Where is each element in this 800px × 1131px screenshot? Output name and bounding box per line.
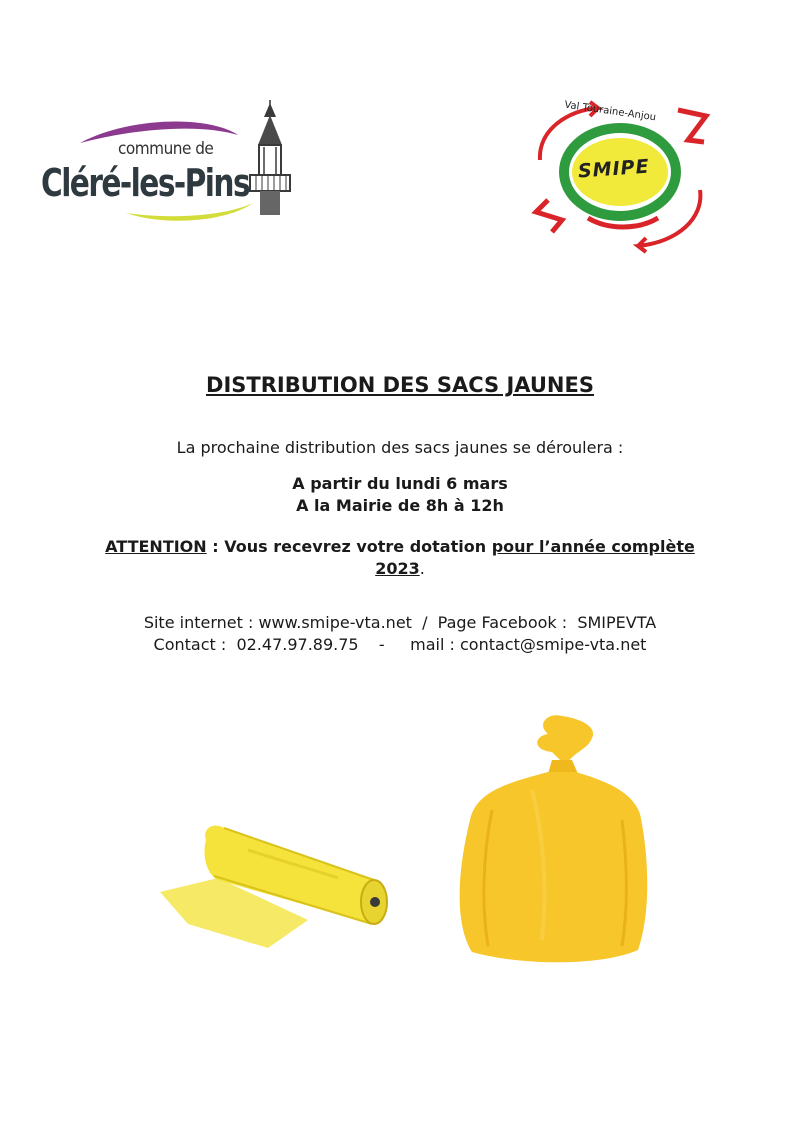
smipe-logo bbox=[528, 100, 718, 255]
tied-yellow-bag-image bbox=[452, 710, 662, 969]
commune-logo-line1: commune de bbox=[118, 139, 214, 159]
yellow-bag-roll-image bbox=[158, 820, 393, 964]
contact-line: Contact : 02.47.97.89.75 - mail : contact@smipe-vta.net bbox=[153, 635, 647, 654]
attention-notice bbox=[100, 536, 700, 580]
smipe-logo-name: SMIPE bbox=[577, 155, 651, 183]
commune-logo bbox=[38, 95, 298, 230]
attention-underlined: pour l’année complète 2023 bbox=[375, 537, 695, 578]
notice-title: DISTRIBUTION DES SACS JAUNES bbox=[206, 373, 594, 397]
attention-end: . bbox=[419, 559, 425, 578]
commune-logo-town: Cléré-les-Pins bbox=[41, 161, 250, 205]
attention-label: ATTENTION bbox=[105, 537, 207, 556]
smipe-logo-arc-text: Val Touraine-Anjou bbox=[563, 99, 657, 124]
notice-intro: La prochaine distribution des sacs jaunes se déroulera : bbox=[176, 438, 624, 457]
attention-text: : Vous recevrez votre dotation bbox=[206, 537, 492, 556]
notice-place-line: A la Mairie de 8h à 12h bbox=[296, 496, 504, 515]
website-line: Site internet : www.smipe-vta.net / Page Facebook : SMIPEVTA bbox=[143, 613, 657, 632]
notice-date-line: A partir du lundi 6 mars bbox=[292, 474, 508, 493]
